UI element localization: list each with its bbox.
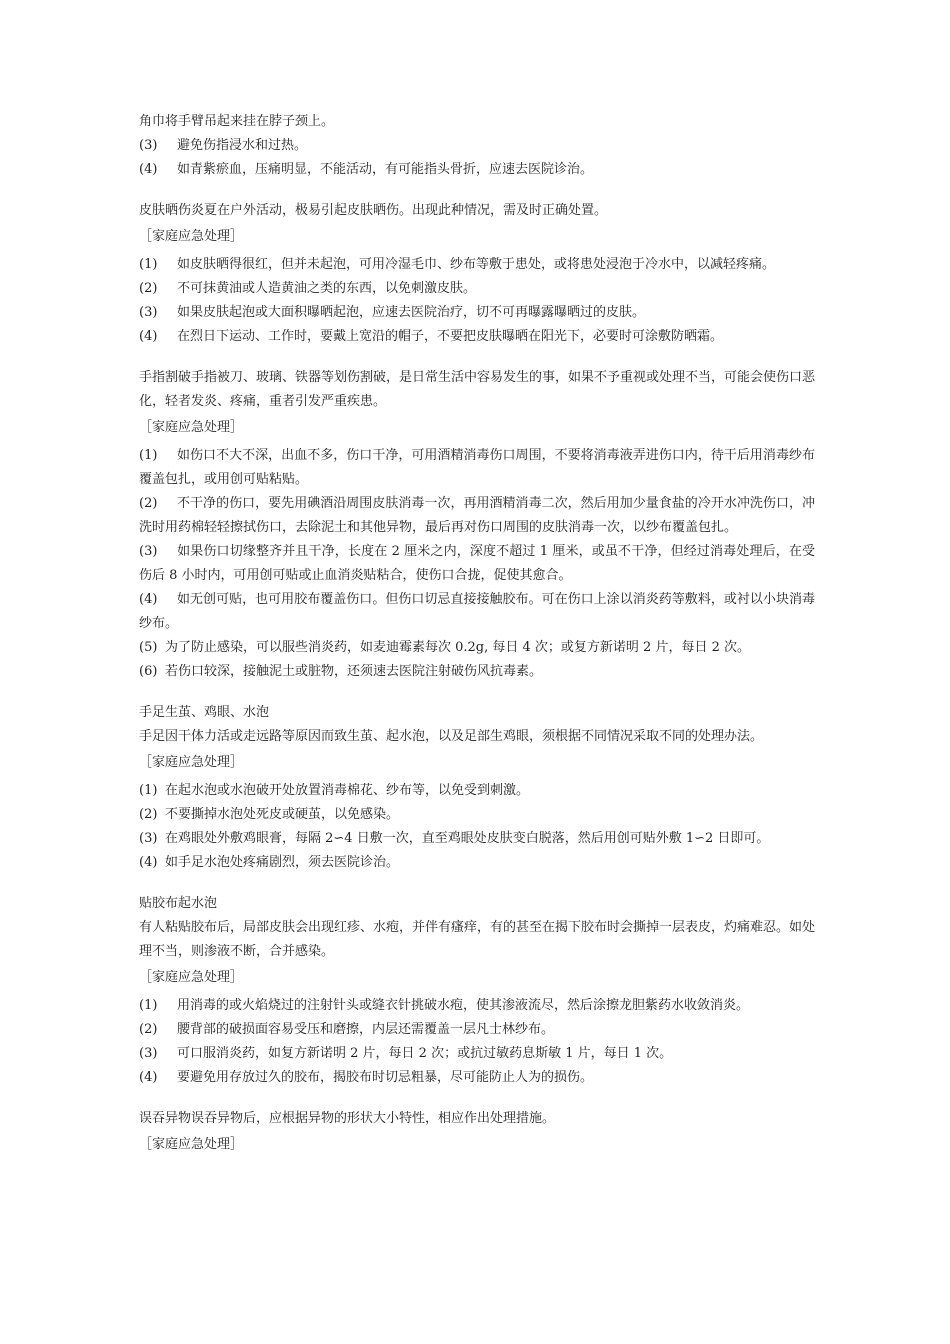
- section-title: 贴胶布起水泡: [139, 896, 218, 911]
- item-number: (3): [139, 1046, 158, 1061]
- item-number: (2): [139, 281, 158, 296]
- item-text: 如皮肤晒得很红，但并未起泡，可用冷湿毛巾、纱布等敷于患处，或将患处浸泡于冷水中，以减轻疼痛。: [177, 257, 776, 272]
- item-text: 在起水泡或水泡破开处放置消毒棉花、纱布等，以免受到刺激。: [165, 783, 530, 798]
- item-text: 不干净的伤口，要先用碘酒沿周围皮肤消毒一次，再用酒精消毒二次，然后用加少量食盐的冷开水冲洗伤口，冲洗时用药棉轻轻擦拭伤口，去除泥土和其他异物，最后再对伤口周围的皮肤消毒一次，以纱布覆盖包扎。: [139, 496, 815, 535]
- item-text: 如果伤口切缘整齐并且干净，长度在 2 厘米之内，深度不超过 1 厘米，或虽不干净，但经过消毒处理后，在受伤后 8 小时内，可用创可贴或止血消炎贴粘合，使伤口合拢，促使其愈合。: [139, 544, 815, 583]
- section-subheading: ［家庭应急处理］: [139, 420, 244, 435]
- list-item: [139, 540, 815, 588]
- item-number: (1): [139, 448, 158, 463]
- list-item: [139, 588, 815, 636]
- list-item: [139, 660, 815, 684]
- list-item: [139, 851, 815, 875]
- document-page: [139, 110, 815, 1161]
- item-text: 避免伤指浸水和过热。: [177, 138, 308, 153]
- item-text: 如青紫瘀血，压痛明显，不能活动，有可能指头骨折，应速去医院诊治。: [177, 162, 594, 177]
- item-number: (4): [139, 592, 158, 607]
- item-text: 如手足水泡处疼痛剧烈，须去医院诊治。: [165, 855, 400, 870]
- list-item: [139, 1042, 815, 1066]
- item-text: 在鸡眼处外敷鸡眼膏，每隔 2∽4 日敷一次，直至鸡眼处皮肤变白脱落，然后用创可贴外敷 1∽2 日即可。: [165, 831, 770, 846]
- list-item: [139, 803, 815, 827]
- item-number: (4): [139, 329, 158, 344]
- item-text: 如伤口不大不深，出血不多，伤口干净，可用酒精消毒伤口周围，不要将消毒液弄进伤口内，待干后用消毒纱布覆盖包扎，或用创可贴粘贴。: [139, 448, 815, 487]
- item-text: 要避免用存放过久的胶布，揭胶布时切忌粗暴，尽可能防止人为的损伤。: [177, 1070, 594, 1085]
- item-number: (1): [139, 998, 158, 1013]
- list-item: [139, 253, 815, 277]
- item-number: (4): [139, 855, 158, 870]
- item-text: 不要撕掉水泡处死皮或硬茧，以免感染。: [165, 807, 400, 822]
- list-item: [139, 827, 815, 851]
- section-intro: 手指割破手指被刀、玻璃、铁器等划伤割破，是日常生活中容易发生的事，如果不予重视或处理不当，可能会使伤口恶化，轻者发炎、疼痛，重者引发严重疾患。: [139, 370, 816, 409]
- text-line: 角巾将手臂吊起来挂在脖子颈上。: [139, 114, 335, 129]
- item-text: 在烈日下运动、工作时，要戴上宽沿的帽子，不要把皮肤曝晒在阳光下，必要时可涂敷防晒霜。: [177, 329, 724, 344]
- item-number: (6): [139, 664, 158, 679]
- list-item: [139, 1018, 815, 1042]
- item-number: (2): [139, 496, 158, 511]
- section-subheading: ［家庭应急处理］: [139, 970, 244, 985]
- section-intro: 皮肤晒伤炎夏在户外活动，极易引起皮肤晒伤。出现此种情况，需及时正确处置。: [139, 203, 608, 218]
- item-text: 如果皮肤起泡或大面积曝晒起泡，应速去医院治疗，切不可再曝露曝晒过的皮肤。: [177, 305, 646, 320]
- item-number: (1): [139, 257, 158, 272]
- section-intro: 误吞异物误吞异物后，应根据异物的形状大小特性，相应作出处理措施。: [139, 1111, 556, 1126]
- item-number: (3): [139, 544, 158, 559]
- list-item: [139, 444, 815, 492]
- list-item: [139, 636, 815, 660]
- item-number: (2): [139, 1022, 158, 1037]
- item-text: 若伤口较深，接触泥土或脏物，还须速去医院注射破伤风抗毒素。: [165, 664, 543, 679]
- item-text: 腰背部的破损面容易受压和磨擦，内层还需覆盖一层凡士林纱布。: [177, 1022, 555, 1037]
- item-text: 为了防止感染，可以服些消炎药，如麦迪霉素每次 0.2g, 每日 4 次；或复方新诺明 2 片，每日 2 次。: [165, 640, 751, 655]
- item-text: 可口服消炎药，如复方新诺明 2 片，每日 2 次；或抗过敏药息斯敏 1 片，每日 1 次。: [177, 1046, 673, 1061]
- item-number: (3): [139, 305, 158, 320]
- list-item: [139, 1066, 815, 1090]
- section-subheading: ［家庭应急处理］: [139, 755, 244, 770]
- item-number: (3): [139, 138, 158, 153]
- item-number: (3): [139, 831, 158, 846]
- list-item: [139, 779, 815, 803]
- item-number: (4): [139, 1070, 158, 1085]
- section-subheading: ［家庭应急处理］: [139, 1137, 244, 1152]
- item-number: (5): [139, 640, 158, 655]
- section-intro: 有人粘贴胶布后，局部皮肤会出现红疹、水疱，并伴有瘙痒，有的甚至在揭下胶布时会撕掉一层表皮，灼痛难忍。如处理不当，则渗液不断，合并感染。: [139, 920, 816, 959]
- section-title: 手足生茧、鸡眼、水泡: [139, 705, 270, 720]
- list-item: [139, 301, 815, 325]
- item-number: (1): [139, 783, 158, 798]
- list-item: [139, 158, 815, 182]
- item-number: (4): [139, 162, 158, 177]
- section-subheading: ［家庭应急处理］: [139, 229, 244, 244]
- list-item: [139, 134, 815, 158]
- list-item: [139, 277, 815, 301]
- item-text: 不可抹黄油或人造黄油之类的东西，以免刺激皮肤。: [177, 281, 477, 296]
- list-item: [139, 994, 815, 1018]
- list-item: [139, 492, 815, 540]
- item-text: 用消毒的或火焰烧过的注射针头或缝衣针挑破水疱，使其渗液流尽，然后涂擦龙胆紫药水收敛消炎。: [177, 998, 750, 1013]
- section-intro: 手足因干体力活或走远路等原因而致生茧、起水泡，以及足部生鸡眼，须根据不同情况采取不同的处理办法。: [139, 729, 764, 744]
- item-number: (2): [139, 807, 158, 822]
- item-text: 如无创可贴，也可用胶布覆盖伤口。但伤口切忌直接接触胶布。可在伤口上涂以消炎药等敷料，或衬以小块消毒纱布。: [139, 592, 815, 631]
- list-item: [139, 325, 815, 349]
